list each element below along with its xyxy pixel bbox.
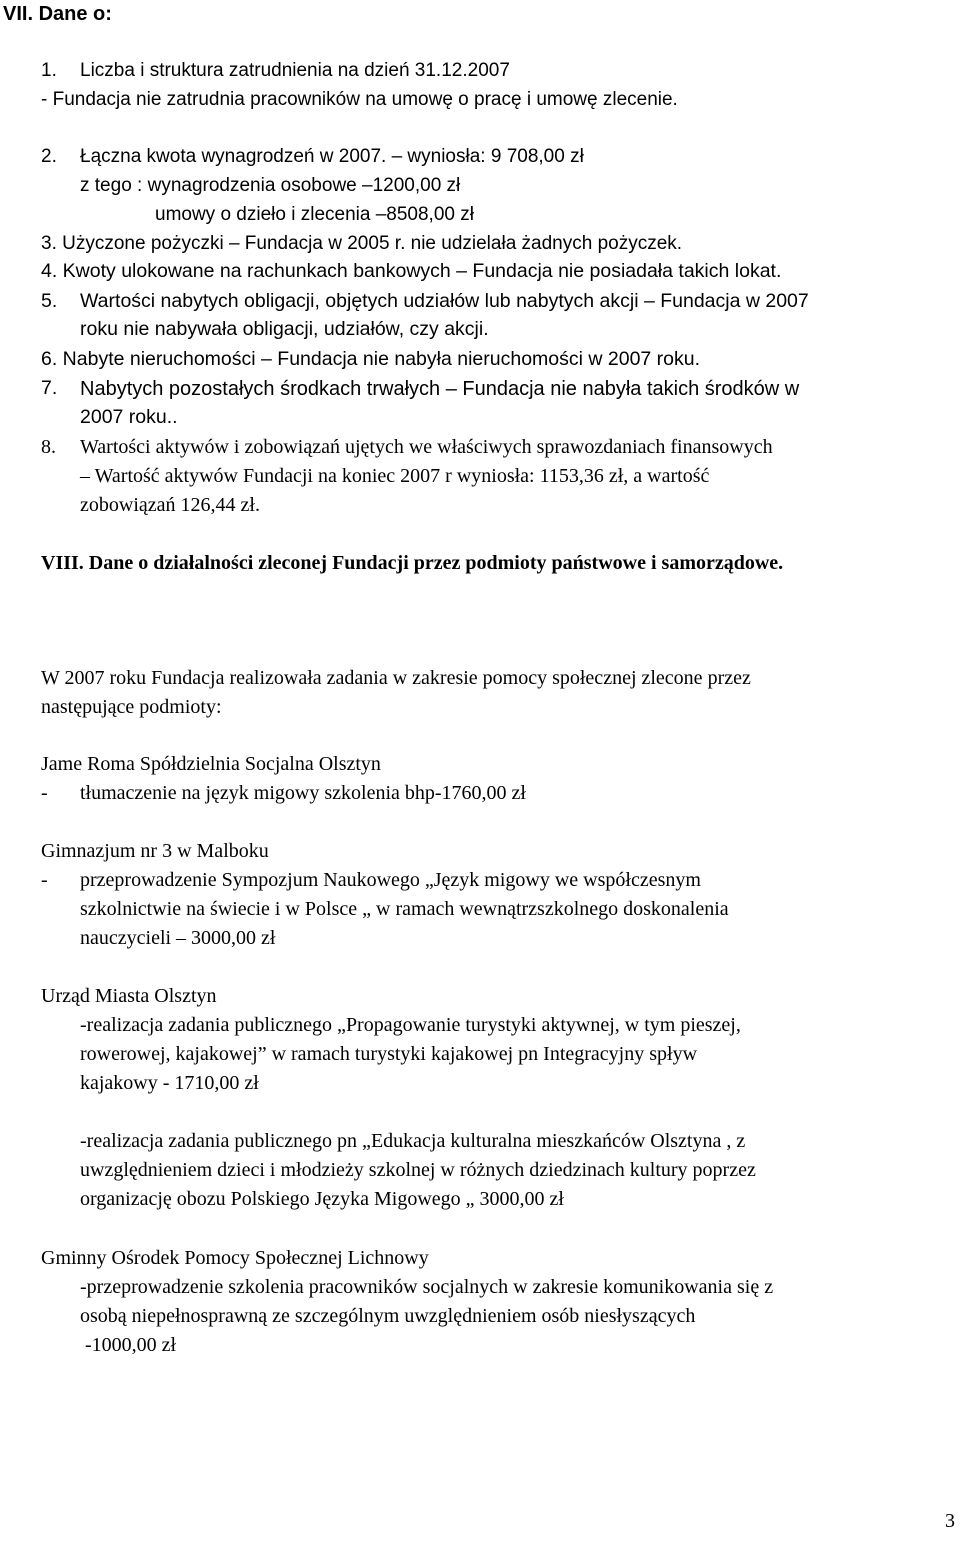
entity-detail: -realizacja zadania publicznego „Propagowanie turystyki aktywnej, w tym pieszej, [80,1014,741,1036]
entity-name: Urząd Miasta Olsztyn [41,985,217,1007]
entity-detail: przeprowadzenie Sympozjum Naukowego „Język migowy we współczesnym [80,869,701,891]
item-subtext: umowy o dzieło i zlecenia –8508,00 zł [155,204,474,225]
entity-detail: kajakowy - 1710,00 zł [80,1072,259,1094]
paragraph-line: następujące podmioty: [41,696,222,718]
entity-detail: rowerowej, kajakowej” w ramach turystyki kajakowej pn Integracyjny spływ [80,1043,698,1065]
item-subtext: z tego : wynagrodzenia osobowe –1200,00 zł [80,175,461,196]
entity-name: Jame Roma Spółdzielnia Socjalna Olsztyn [41,753,381,775]
section-heading: VII. Dane o: [3,3,112,25]
entity-detail: szkolnictwie na świecie i w Polsce „ w ramach wewnątrzszkolnego doskonalenia [80,898,729,920]
item-text: Liczba i struktura zatrudnienia na dzień 31.12.2007 [80,60,510,81]
entity-detail: nauczycieli – 3000,00 zł [80,927,276,949]
item-text: zobowiązań 126,44 zł. [80,494,260,516]
item-text: roku nie nabywała obligacji, udziałów, czy akcji. [80,318,489,340]
item-number: 5. [41,290,58,312]
section-heading: VIII. Dane o działalności zleconej Fundacji przez podmioty państwowe i samorządowe. [41,552,784,574]
entity-detail: uwzględnieniem dzieci i młodzieży szkolnej w różnych dziedzinach kultury poprzez [80,1159,756,1181]
item-number: 7. [41,377,58,399]
entity-detail: tłumaczenie na język migowy szkolenia bhp-1760,00 zł [80,782,526,804]
entity-detail: -realizacja zadania publicznego pn „Edukacja kulturalna mieszkańców Olsztyna , z [80,1130,746,1152]
item-text: 3. Użyczone pożyczki – Fundacja w 2005 r. nie udzielała żadnych pożyczek. [41,233,683,254]
item-number: 2. [41,146,57,167]
item-text: – Wartość aktywów Fundacji na koniec 2007 r wyniosła: 1153,36 zł, a wartość [80,465,710,487]
entity-detail: -przeprowadzenie szkolenia pracowników socjalnych w zakresie komunikowania się z [80,1276,774,1298]
entity-name: Gminny Ośrodek Pomocy Społecznej Lichnowy [41,1247,429,1269]
entity-detail: -1000,00 zł [80,1334,177,1356]
item-text: 4. Kwoty ulokowane na rachunkach bankowych – Fundacja nie posiadała takich lokat. [41,260,782,282]
item-number: 1. [41,60,57,81]
list-dash: - [41,782,48,804]
entity-name: Gimnazjum nr 3 w Malboku [41,840,269,862]
item-text: Wartości aktywów i zobowiązań ujętych we właściwych sprawozdaniach finansowych [80,436,773,458]
item-text: 2007 roku.. [80,406,178,428]
item-text: 6. Nabyte nieruchomości – Fundacja nie nabyła nieruchomości w 2007 roku. [41,348,701,370]
item-text: Łączna kwota wynagrodzeń w 2007. – wyniosła: 9 708,00 zł [80,146,584,167]
paragraph-line: W 2007 roku Fundacja realizowała zadania w zakresie pomocy społecznej zlecone przez [41,667,751,689]
list-dash: - [41,869,48,891]
item-subtext: - Fundacja nie zatrudnia pracowników na umowę o pracę i umowę zlecenie. [41,89,678,110]
entity-detail: osobą niepełnosprawną ze szczególnym uwzględnieniem osób niesłyszących [80,1305,696,1327]
item-text: Wartości nabytych obligacji, objętych udziałów lub nabytych akcji – Fundacja w 2007 [80,290,809,312]
item-text: Nabytych pozostałych środkach trwałych – Fundacja nie nabyła takich środków w [80,378,800,400]
item-number: 8. [41,436,56,458]
entity-detail: organizację obozu Polskiego Języka Migowego „ 3000,00 zł [80,1188,564,1210]
page-number: 3 [945,1510,955,1532]
